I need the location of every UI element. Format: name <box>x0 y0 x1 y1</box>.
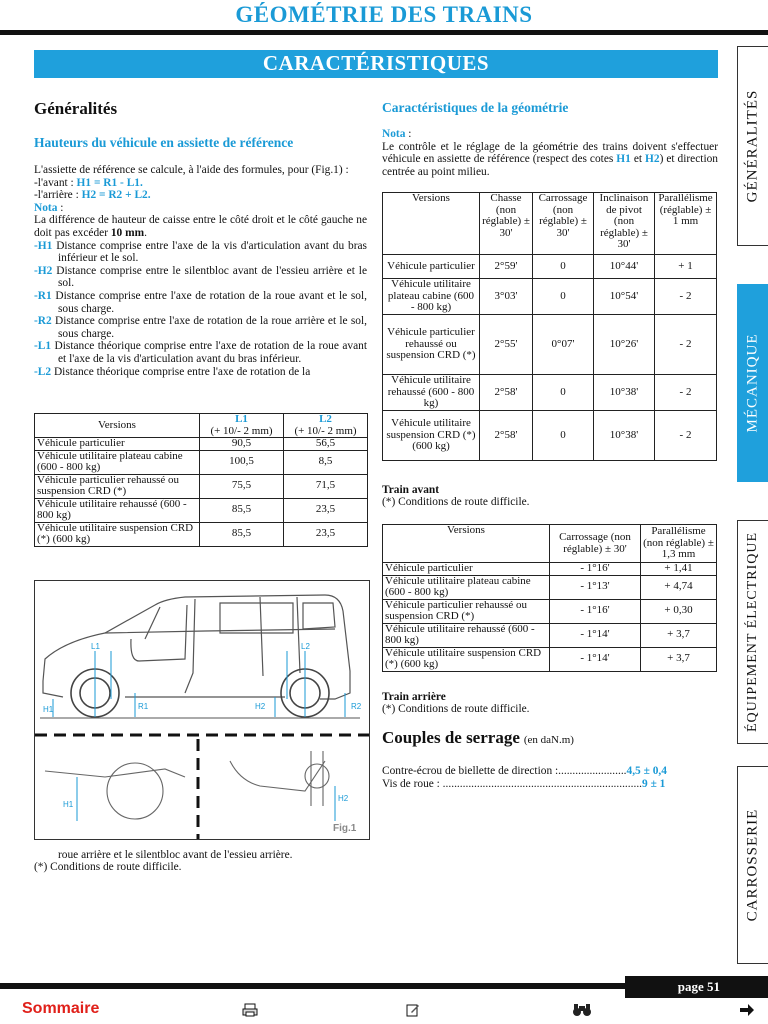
table-header: Versions L1 (+ 10/- 2 mm) L2 (+ 10/- 2 mm) <box>35 414 368 438</box>
table-row: Véhicule particulier rehaussé ou suspension CRD (*) 75,5 71,5 <box>35 474 368 498</box>
tab-generalites[interactable] <box>737 46 768 246</box>
tab-label: ÉQUIPEMENT ÉLECTRIQUE <box>745 532 760 732</box>
table-header: Versions Chasse (non réglable) ± 30' Carrossage (non réglable) ± 30' Inclinaison de pivot (non réglable) ± 30' Parallélisme (réglable) ± 1 mm <box>383 193 717 255</box>
section-banner: CARACTÉRISTIQUES <box>34 50 718 78</box>
label-r2: R2 <box>351 702 362 711</box>
geometrie-nota-text: Le contrôle et le réglage de la géométrie des trains doivent s'effectuer véhicule en assiette de référence (respect des cotes H1 et H2) et direction centrée au point milieu. <box>382 140 718 178</box>
rear-conditions-note: (*) Conditions de route difficile. <box>382 703 530 715</box>
label-r1: R1 <box>138 702 149 711</box>
geometrie-nota: Nota : Le contrôle et le réglage de la géométrie des trains doivent s'effectuer véhicule en assiette de référence (respect des cotes H1 et H2) et direction centrée au point milieu. <box>382 128 718 178</box>
vehicle-figure <box>34 580 370 840</box>
label-h1-detail: H1 <box>63 800 74 809</box>
table-row: Véhicule particulier rehaussé ou suspension CRD (*) - 1°16' + 0,30 <box>383 599 717 623</box>
table-row: Véhicule utilitaire plateau cabine (600 - 800 kg) 3°03' 0 10°54' - 2 <box>383 279 717 315</box>
nota-text: La différence de hauteur de caisse entre le côté droit et le côté gauche ne doit pas excéder 10 mm. <box>34 214 367 239</box>
def-l1: -L1 Distance théorique comprise entre l'axe de rotation de la roue avant et l'axe de la vis d'articulation avant du bras inférieur. <box>34 340 367 365</box>
label-l2: L2 <box>301 642 310 651</box>
rear-geometry-table <box>382 524 717 672</box>
intro-text: L'assiette de référence se calcule, à l'aide des formules, pour (Fig.1) : <box>34 164 349 176</box>
tab-label: MÉCANIQUE <box>744 333 761 433</box>
figure-labels <box>43 642 362 809</box>
table-row: Véhicule utilitaire plateau cabine (600 - 800 kg) - 1°13' + 4,74 <box>383 575 717 599</box>
table-row: Véhicule utilitaire suspension CRD (*) (600 kg) 2°58' 0 10°38' - 2 <box>383 411 717 461</box>
couple-item: Contre-écrou de biellette de direction :........................4,5 ± 0,4 <box>382 765 667 777</box>
label-h1: H1 <box>43 705 54 714</box>
sommaire-link[interactable]: Sommaire <box>22 1000 100 1017</box>
table-row: Véhicule particulier 2°59' 0 10°44' + 1 <box>383 255 717 279</box>
vehicle-drawing <box>35 581 369 839</box>
table-row: Véhicule utilitaire suspension CRD (*) (600 kg) 85,5 23,5 <box>35 522 368 546</box>
def-h1: -H1 Distance comprise entre l'axe de la vis d'articulation avant du bras inférieur et le sol. <box>34 239 367 265</box>
separator-dashes <box>35 735 369 839</box>
detail-dimension-lines <box>77 777 335 821</box>
nota-label: Nota <box>382 128 406 140</box>
table-row: Véhicule particulier rehaussé ou suspension CRD (*) 2°55' 0°07' 10°26' - 2 <box>383 315 717 375</box>
front-conditions-note: (*) Conditions de route difficile. <box>382 496 530 508</box>
geometrie-heading: Caractéristiques de la géométrie <box>382 100 569 115</box>
l1-l2-table <box>34 413 368 547</box>
dimension-lines <box>40 651 360 718</box>
nota-label: Nota : <box>34 201 64 214</box>
tab-mecanique[interactable] <box>737 284 768 482</box>
table-row: Véhicule utilitaire rehaussé (600 - 800 kg) 2°58' 0 10°38' - 2 <box>383 375 717 411</box>
table-header: Versions Carrossage (non réglable) ± 30' Parallélisme (non réglable) ± 1,3 mm <box>383 525 717 563</box>
generalites-heading: Généralités <box>34 99 118 118</box>
label-h2: H2 <box>255 702 266 711</box>
figure-caption: Fig.1 <box>333 823 357 834</box>
table-row: Véhicule particulier - 1°16' + 1,41 <box>383 563 717 576</box>
print-icon[interactable] <box>242 1003 258 1022</box>
table-row: Véhicule utilitaire rehaussé (600 - 800 kg) - 1°14' + 3,7 <box>383 623 717 647</box>
generalites-text <box>34 164 367 378</box>
front-geometry-table <box>382 192 717 461</box>
tab-label: GÉNÉRALITÉS <box>744 89 761 203</box>
table-row: Véhicule utilitaire rehaussé (600 - 800 kg) 85,5 23,5 <box>35 498 368 522</box>
hauteurs-subheading: Hauteurs du véhicule en assiette de référence <box>34 135 294 150</box>
page-title: GÉOMÉTRIE DES TRAINS <box>235 2 533 27</box>
l2-continuation: roue arrière et le silentbloc avant de l'essieu arrière. <box>58 849 293 861</box>
page-number: page 51 <box>625 976 768 998</box>
avant-formula: -l'avant : H1 = R1 - L1. <box>34 176 143 189</box>
left-conditions-note: (*) Conditions de route difficile. <box>34 861 182 873</box>
footer-rule <box>0 983 625 989</box>
label-h2-detail: H2 <box>338 794 349 803</box>
train-arriere-label: Train arrière <box>382 691 446 703</box>
def-l2: -L2 Distance théorique comprise entre l'axe de rotation de la <box>34 365 311 378</box>
tab-equipement-electrique[interactable] <box>737 520 768 744</box>
arriere-formula: -l'arrière : H2 = R2 + L2. <box>34 189 151 202</box>
couple-item: Vis de roue : ......................................................................9 ± 1 <box>382 777 666 790</box>
def-h2: -H2 Distance comprise entre le silentbloc avant de l'essieu arrière et le sol. <box>34 264 367 290</box>
table-row: Véhicule particulier 90,5 56,5 <box>35 438 368 451</box>
def-r1: -R1 Distance comprise entre l'axe de rotation de la roue avant et le sol, sous charge. <box>34 289 367 315</box>
header-rule <box>0 30 768 35</box>
axle-details <box>45 751 329 819</box>
search-icon[interactable] <box>572 1003 592 1022</box>
table-row: Véhicule utilitaire suspension CRD (*) (600 kg) - 1°14' + 3,7 <box>383 647 717 671</box>
next-arrow-icon[interactable] <box>739 1003 755 1021</box>
def-r2: -R2 Distance comprise entre l'axe de rotation de la roue arrière et le sol, sous charge. <box>34 315 367 340</box>
tab-carrosserie[interactable] <box>737 766 768 964</box>
train-avant-label: Train avant <box>382 484 440 496</box>
edit-icon[interactable] <box>406 1003 420 1022</box>
table-row: Véhicule utilitaire plateau cabine (600 - 800 kg) 100,5 8,5 <box>35 450 368 474</box>
wheels <box>71 669 329 717</box>
couples-list <box>382 765 722 790</box>
couples-heading: Couples de serrage (en daN.m) <box>382 728 574 747</box>
label-l1: L1 <box>91 642 100 651</box>
tab-label: CARROSSERIE <box>744 808 761 922</box>
